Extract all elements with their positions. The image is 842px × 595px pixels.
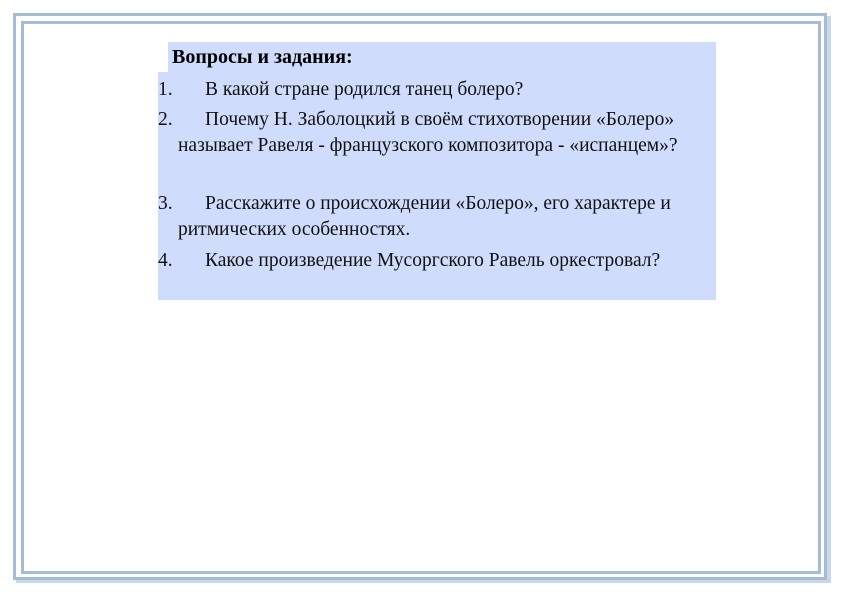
question-item: [158, 248, 714, 274]
question-text: Какое произведение Мусоргского Равель оркестровал?: [205, 250, 661, 271]
question-number: 4.: [158, 250, 173, 271]
question-number: 3.: [158, 193, 173, 214]
question-number: 2.: [158, 109, 173, 130]
question-text: В какой стране родился танец болеро?: [205, 79, 524, 100]
question-item: [158, 191, 714, 243]
question-number: 1.: [158, 79, 173, 100]
question-text: Почему Н. Заболоцкий в своём стихотворении «Болеро» называет Равеля - французского композитора - «испанцем»?: [178, 109, 678, 156]
question-item: [158, 107, 714, 159]
frame-shadow-bottom: [16, 580, 831, 583]
question-text: Расскажите о происхождении «Болеро», его характере и ритмических особенностях.: [178, 193, 671, 240]
frame-shadow-right: [827, 16, 831, 583]
question-item: [158, 77, 714, 103]
questions-heading: Вопросы и задания:: [172, 46, 353, 68]
